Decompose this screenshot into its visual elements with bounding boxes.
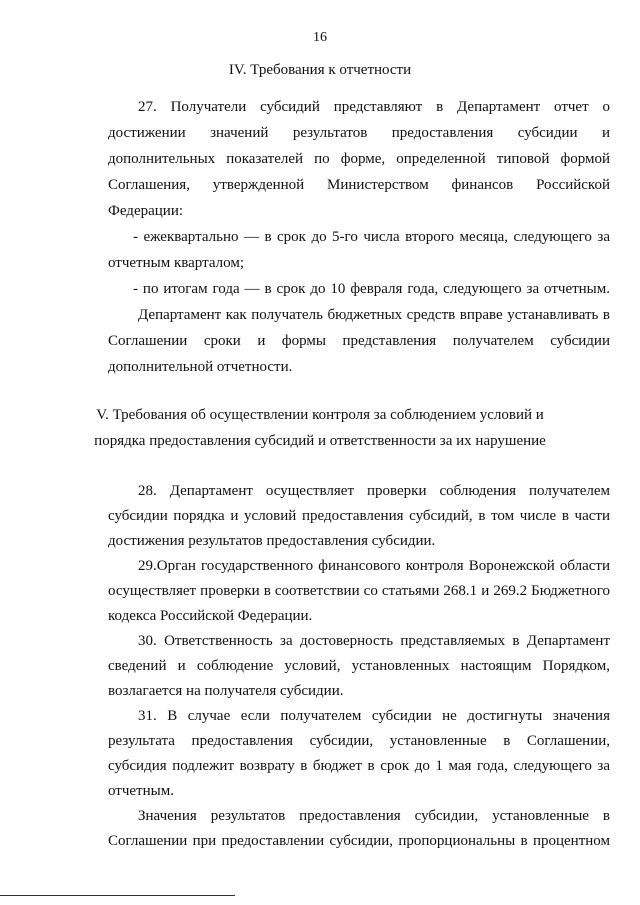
text-line: достижении значений результатов предоставления субсидии и [108, 125, 610, 141]
text-line: Федерации: [108, 203, 184, 219]
text-line: Соглашении сроки и формы представления получателем субсидии [108, 333, 610, 349]
text-line: 31. В случае если получателем субсидии не достигнуты значения [138, 708, 610, 724]
text-line: достижения результатов предоставления субсидии. [108, 533, 436, 549]
page-number: 16 [313, 30, 327, 45]
text-line: дополнительной отчетности. [108, 359, 293, 375]
text-line: - ежеквартально — в срок до 5-го числа второго месяца, следующего за [133, 229, 610, 245]
text-line: - по итогам года — в срок до 10 февраля года, следующего за отчетным. [133, 281, 610, 297]
text-line: возлагается на получателя субсидии. [108, 683, 344, 699]
text-line: Департамент как получатель бюджетных средств вправе устанавливать в [138, 307, 610, 323]
heading-line: порядка предоставления субсидий и ответственности за их нарушение [94, 433, 546, 449]
text-line: сведений и соблюдение условий, установленных настоящим Порядком, [108, 658, 610, 674]
text-line: субсидия подлежит возврату в бюджет в срок до 1 мая года, следующего за [108, 758, 610, 774]
text-line: кодекса Российской Федерации. [108, 608, 313, 624]
text-line: 28. Департамент осуществляет проверки соблюдения получателем [138, 483, 610, 499]
text-line: субсидии порядка и условий предоставления субсидий, в том числе в части [108, 508, 610, 524]
text-line: результата предоставления субсидии, установленные в Соглашении, [108, 733, 610, 749]
text-line: Соглашения, утвержденной Министерством финансов Российской [108, 177, 610, 193]
text-line: отчетным. [108, 783, 174, 799]
text-line: Соглашении при предоставлении субсидии, пропорциональны в процентном [108, 833, 610, 849]
text-line: 27. Получатели субсидий представляют в Департамент отчет о [138, 99, 610, 115]
text-line: дополнительных показателей по форме, определенной типовой формой [108, 151, 610, 167]
heading-line: V. Требования об осуществлении контроля за соблюдением условий и [96, 407, 544, 423]
text-line: осуществляет проверки в соответствии со статьями 268.1 и 269.2 Бюджетного [108, 583, 610, 599]
text-line: 29.Орган государственного финансового контроля Воронежской области [138, 558, 610, 574]
text-line: 30. Ответственность за достоверность представляемых в Департамент [138, 633, 610, 649]
text-line: Значения результатов предоставления субсидии, установленные в [138, 808, 610, 824]
text-line: отчетным кварталом; [108, 255, 244, 271]
footer-rule [0, 895, 235, 896]
section-4-heading: IV. Требования к отчетности [228, 62, 412, 78]
